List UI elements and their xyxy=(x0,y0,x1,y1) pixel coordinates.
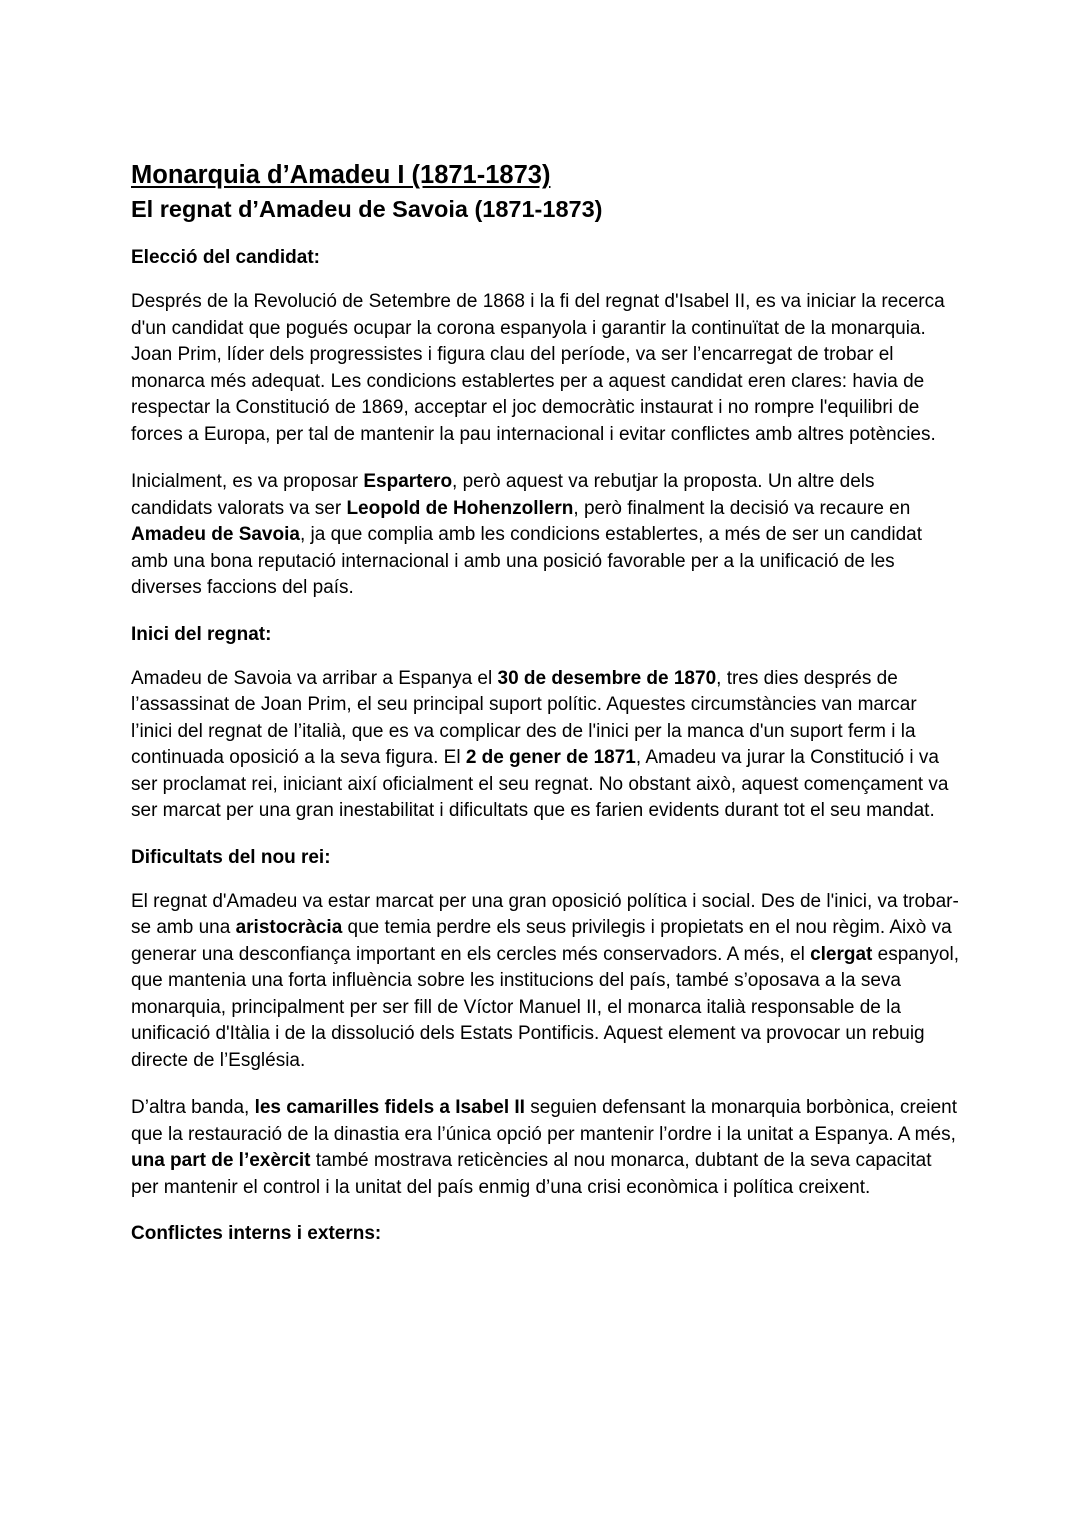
section-heading: Conflictes interns i externs: xyxy=(131,1223,382,1244)
document-title: Monarquia d’Amadeu I (1871-1873) xyxy=(131,161,551,189)
bold-text: les camarilles fidels a Isabel II xyxy=(254,1097,525,1118)
paragraph xyxy=(131,1095,961,1201)
bold-text: Espartero xyxy=(363,471,453,492)
text-run: , ja que complia amb les condicions establertes, a més de ser un candidat amb una bona reputació internacional i amb una posició favorable per a la unificació de les diverses faccions del país. xyxy=(131,524,923,598)
paragraph xyxy=(131,289,961,448)
document-body xyxy=(131,245,961,1247)
text-run: també mostrava reticències al nou monarca, dubtant de la seva capacitat per mantenir el control i la unitat del país enmig d’una crisi econòmica i política creixent. xyxy=(131,1150,932,1198)
text-run: , però finalment la decisió va recaure en xyxy=(573,497,911,519)
section-heading: Elecció del candidat: xyxy=(131,247,320,268)
bold-text: 30 de desembre de 1870 xyxy=(497,667,717,689)
paragraph xyxy=(131,889,961,1075)
text-run: que temia perdre els seus privilegis i propietats en el nou règim. Això va generar una desconfiança important en els cercles més conservadors. A més, el xyxy=(131,917,952,965)
bold-text: aristocràcia xyxy=(235,917,343,938)
bold-text: 2 de gener de 1871 xyxy=(465,747,636,768)
text-run: Amadeu de Savoia va arribar a Espanya el xyxy=(131,667,498,689)
text-run: Després de la Revolució de Setembre de 1868 i la fi del regnat d'Isabel II, es va iniciar la recerca d'un candidat que pogués ocupar la corona espanyola i garantir la continuïtat de la monarquia. Joan Prim, líder dels progressistes i figura clau del període, va ser l’encarregat de trobar el monarca més adequat. Les condicions establertes per a aquest candidat eren clares: havia de respectar la Constitució de 1869, acceptar el joc democràtic instaurat i no rompre l'equilibri de forces a Europa, per tal de mantenir la pau internacional i evitar conflictes amb altres potències. xyxy=(131,291,945,445)
paragraph xyxy=(131,469,961,602)
section-heading: Dificultats del nou rei: xyxy=(131,846,331,868)
text-run: Inicialment, es va proposar xyxy=(131,471,364,492)
section-heading: Inici del regnat: xyxy=(131,623,272,645)
text-run: espanyol, que mantenia una forta influència sobre les institucions del país, també s’oposava a la seva monarquia, principalment per ser fill de Víctor Manuel II, el monarca italià responsable de la unificació d'Itàlia i de la dissolució dels Estats Pontificis. Aquest element va provocar un rebuig directe de l’Església. xyxy=(131,943,960,1071)
document-subtitle: El regnat d’Amadeu de Savoia (1871-1873) xyxy=(131,196,603,222)
bold-text: clergat xyxy=(810,943,873,965)
text-run: , però aquest va rebutjar la proposta. Un altre dels candidats valorats va ser xyxy=(131,471,875,519)
text-run: seguien defensant la monarquia borbònica, creient que la restauració de la dinastia era l’única opció per mantenir l’ordre i la unitat a Espanya. A més, xyxy=(131,1097,957,1145)
text-run: D’altra banda, xyxy=(131,1097,255,1118)
bold-text: una part de l’exèrcit xyxy=(131,1150,311,1171)
paragraph xyxy=(131,666,961,825)
bold-text: Amadeu de Savoia xyxy=(131,524,300,545)
bold-text: Leopold de Hohenzollern xyxy=(346,497,574,519)
text-run: El regnat d'Amadeu va estar marcat per una gran oposició política i social. Des de l'inici, va trobar-se amb una xyxy=(131,890,959,938)
text-run: , tres dies després de l’assassinat de Joan Prim, el seu principal suport polític. Aquestes circumstàncies van marcar l’inici del regnat de l’italià, que es va complicar des de l'inici per la manca d'un suport ferm i la continuada oposició a la seva figura. El xyxy=(131,667,917,768)
text-run: , Amadeu va jurar la Constitució i va ser proclamat rei, iniciant així oficialment el seu regnat. No obstant això, aquest començament va ser marcat per una gran inestabilitat i dificultats que es farien evidents durant tot el seu mandat. xyxy=(131,747,949,821)
document-page xyxy=(131,158,961,1247)
